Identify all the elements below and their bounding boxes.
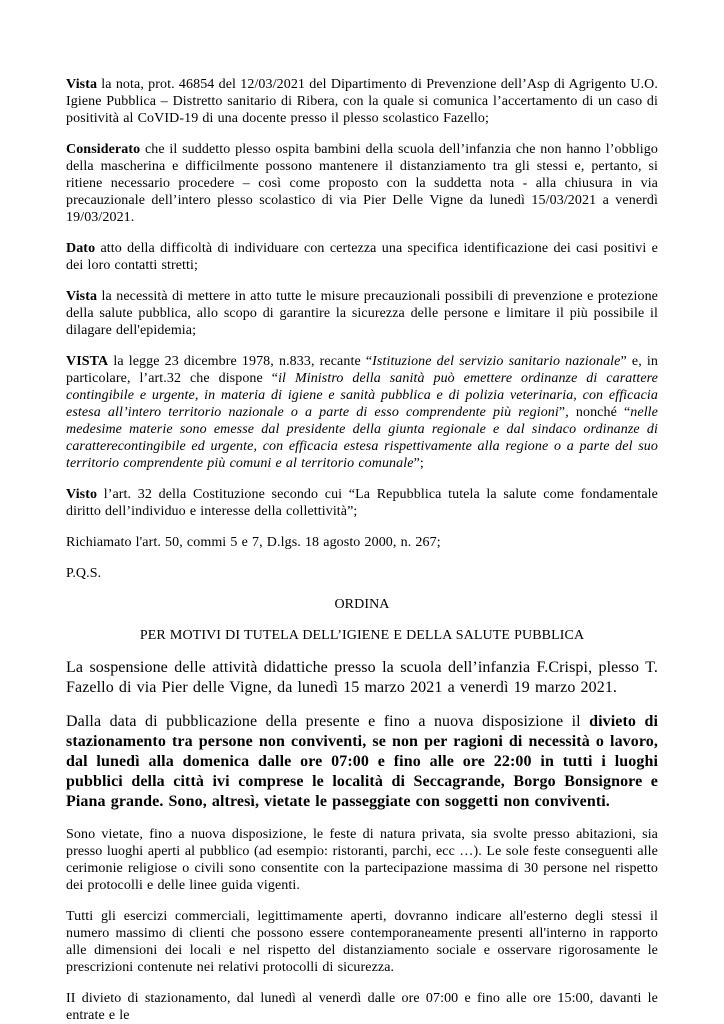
run-text: PER MOTIVI DI TUTELA DELL’IGIENE E DELLA SALUTE PUBBLICA bbox=[139, 628, 585, 643]
ordina-subject-heading bbox=[66, 627, 658, 644]
run-text: Tutti gli esercizi commerciali, legittimamente aperti, dovranno indicare all'esterno degli stessi il numero massimo di clienti che possono essere contemporaneamente presenti all'interno in rapporto alle dimensioni dei locali e nel rispetto del distanziamento sociale e osservare rigorosamente le prescrizioni contenute nei relativi protocolli di sicurezza. bbox=[66, 909, 658, 975]
run-text: II divieto di stazionamento, dal lunedì al venerdì dalle ore 07:00 e fino alle ore 15:00, davanti le entrate e le bbox=[66, 991, 658, 1023]
run-bold: Vista bbox=[66, 77, 98, 92]
ordina-heading bbox=[66, 596, 658, 613]
run-bold: divieto di stazionamento tra persone non conviventi, se non per ragioni di necessità o lavoro, dal lunedì alla domenica dalle ore 07:00 e fino alle ore 22:00 in tutti i luoghi pubblici della città ivi comprese le località di Seccagrande, Borgo Bonsignore e Piana grande. Sono, altresì, vietate le passeggiate con soggetti non conviventi. bbox=[66, 713, 658, 810]
run-text: ”; bbox=[413, 456, 424, 471]
order-feste-private-paragraph bbox=[66, 826, 658, 894]
run-text: la legge 23 dicembre 1978, n.833, recante “ bbox=[108, 354, 373, 369]
order-esercizi-commerciali-paragraph bbox=[66, 908, 658, 976]
run-text: atto della difficoltà di individuare con certezza una specifica identificazione dei casi positivi e dei loro contatti stretti; bbox=[66, 241, 658, 273]
recital-vista-nota bbox=[66, 76, 658, 127]
run-bold: Vista bbox=[66, 289, 98, 304]
run-italic: Istituzione del servizio sanitario nazionale bbox=[372, 354, 621, 369]
pqs-line bbox=[66, 565, 658, 582]
run-bold: Considerato bbox=[66, 142, 141, 157]
run-text: La sospensione delle attività didattiche presso la scuola dell’infanzia F.Crispi, plesso T. Fazello di via Pier delle Vigne, da lunedì 15 marzo 2021 a venerdì 19 marzo 2021. bbox=[66, 659, 658, 696]
run-bold: Visto bbox=[66, 487, 98, 502]
order-suspension-paragraph bbox=[66, 658, 658, 698]
run-text: ”, nonché “ bbox=[558, 405, 631, 420]
run-text: ” e, in particolare, l’art.32 che dispone “ bbox=[66, 354, 658, 386]
recital-vista-necessita bbox=[66, 288, 658, 339]
recital-vista-legge-833 bbox=[66, 353, 658, 472]
run-bold: VISTA bbox=[66, 354, 109, 369]
run-text: Sono vietate, fino a nuova disposizione, le feste di natura privata, sia svolte presso abitazioni, sia presso luoghi aperti al pubblico (ad esempio: ristoranti, parchi, ecc …). Le sole feste conseguenti alle cerimonie religiose o civili sono consentite con la partecipazione massima di 30 persone nel rispetto dei protocolli e delle linee guida vigenti. bbox=[66, 827, 658, 893]
order-divieto-stazionamento-scuole-paragraph bbox=[66, 990, 658, 1024]
run-text: P.Q.S. bbox=[66, 566, 102, 581]
run-text: la nota, prot. 46854 del 12/03/2021 del Dipartimento di Prevenzione dell’Asp di Agrigento U.O. Igiene Pubblica – Distretto sanitario di Ribera, con la quale si comunica l’accertamento di un caso di positività al CoVID-19 di una docente presso il plesso scolastico Fazello; bbox=[66, 77, 658, 126]
run-text: Dalla data di pubblicazione della presente e fino a nuova disposizione il bbox=[66, 713, 590, 730]
recital-dato-atto bbox=[66, 240, 658, 274]
order-divieto-stazionamento-paragraph bbox=[66, 712, 658, 812]
run-italic: nelle medesime materie sono emesse dal presidente della giunta regionale e dal sindaco ordinanze di caratterecontingibile ed urgente, con efficacia estesa rispettivamente alla regione o a parte del suo territorio comprendente più comuni e al territorio comunale bbox=[66, 405, 658, 471]
run-text: Richiamato l'art. 50, commi 5 e 7, D.lgs. 18 agosto 2000, n. 267; bbox=[66, 535, 441, 550]
run-text: l’art. 32 della Costituzione secondo cui “La Repubblica tutela la salute come fondamentale diritto dell’individuo e interesse della collettività”; bbox=[66, 487, 658, 519]
run-text: che il suddetto plesso ospita bambini della scuola dell’infanzia che non hanno l’obbligo della mascherina e difficilmente possono mantenere il distanziamento tra gli stessi e, pertanto, si ritiene necessario procedere – così come proposto con la suddetta nota - alla chiusura in via precauzionale dell’intero plesso scolastico di via Pier Delle Vigne da lunedì 15/03/2021 a venerdì 19/03/2021. bbox=[66, 142, 658, 225]
run-text: la necessità di mettere in atto tutte le misure precauzionali possibili di prevenzione e protezione della salute pubblica, allo scopo di garantire la sicurezza delle persone e limitare il più possibile il dilagare dell'epidemia; bbox=[66, 289, 658, 338]
run-bold: Dato bbox=[66, 241, 96, 256]
recital-visto-art32-costituzione bbox=[66, 486, 658, 520]
recital-richiamato-art50 bbox=[66, 534, 658, 551]
recital-considerato bbox=[66, 141, 658, 226]
run-italic: il Ministro della sanità può emettere ordinanze di carattere contingibile e urgente, in materia di igiene e sanità pubblica e di polizia veterinaria, con efficacia estesa all’intero territorio nazionale o a parte di esso comprendente più regioni bbox=[66, 371, 658, 420]
run-text: ORDINA bbox=[334, 597, 390, 612]
document-body bbox=[66, 76, 658, 1024]
